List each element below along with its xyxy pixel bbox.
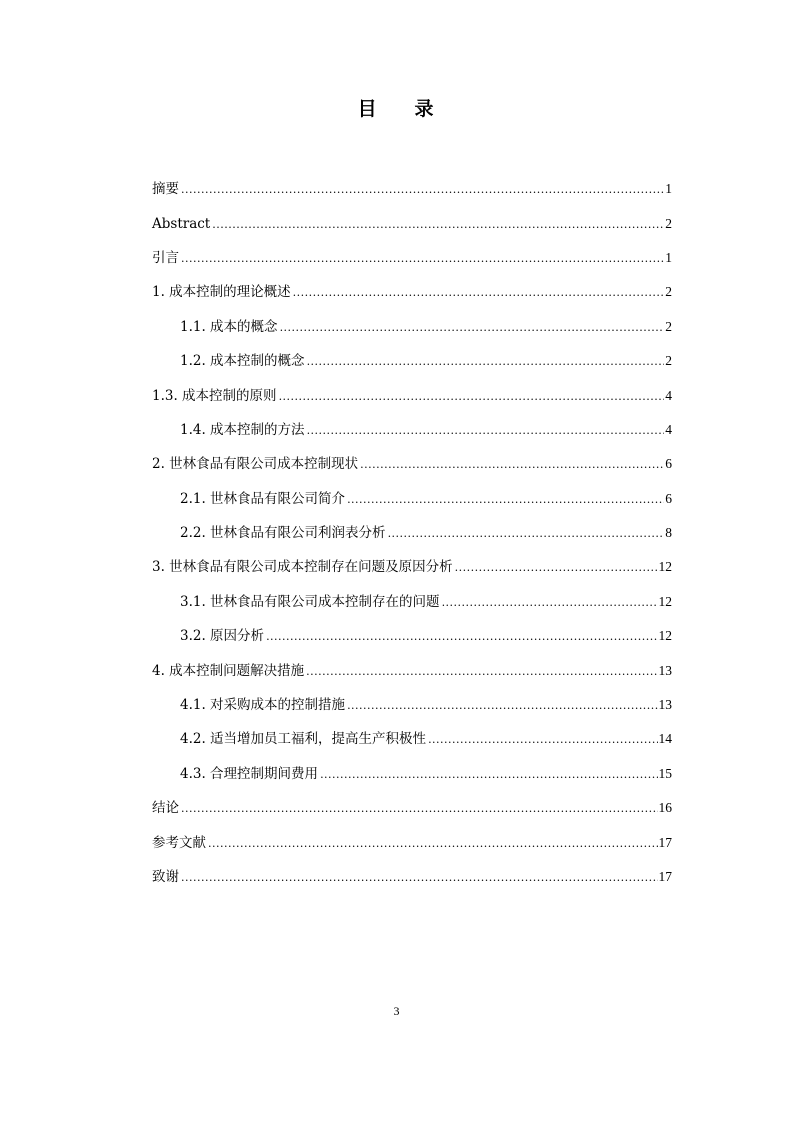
- page-title: [0, 95, 793, 123]
- toc-entry-page: 17: [658, 869, 672, 884]
- toc-entry-label: 1.4. 成本控制的方法: [180, 421, 305, 438]
- toc-entry[interactable]: [152, 688, 672, 722]
- toc-entry[interactable]: [152, 344, 672, 378]
- toc-entry[interactable]: [152, 585, 672, 619]
- toc-entry-label: 3.2. 原因分析: [180, 628, 265, 645]
- toc-entry-label: 3.1. 世林食品有限公司成本控制存在的问题: [180, 593, 440, 610]
- table-of-contents: [152, 172, 672, 894]
- toc-entry-label: 参考文献: [152, 834, 206, 851]
- toc-entry-label: 4.2. 适当增加员工福利，提高生产积极性: [180, 731, 427, 748]
- toc-entry[interactable]: [152, 172, 672, 206]
- toc-entry[interactable]: [152, 722, 672, 756]
- toc-entry-page: 2: [665, 353, 672, 369]
- toc-leader-dots: [307, 420, 665, 440]
- toc-entry[interactable]: [152, 550, 672, 584]
- toc-leader-dots: [360, 454, 664, 474]
- toc-entry[interactable]: [152, 378, 672, 412]
- toc-leader-dots: [388, 523, 665, 543]
- toc-entry-page: 12: [658, 628, 672, 644]
- title-char-2: 录: [414, 98, 436, 120]
- title-char-1: 目: [357, 98, 379, 120]
- toc-entry-page: 12: [658, 593, 672, 609]
- toc-entry[interactable]: [152, 619, 672, 653]
- toc-leader-dots: [181, 179, 664, 199]
- toc-entry-page: 2: [665, 318, 672, 334]
- toc-entry-label: 3. 世林食品有限公司成本控制存在问题及原因分析: [152, 559, 453, 576]
- toc-entry-label: 2. 世林食品有限公司成本控制现状: [152, 456, 359, 473]
- toc-entry-page: 2: [665, 215, 672, 231]
- toc-entry-label: 引言: [152, 249, 179, 266]
- toc-leader-dots: [280, 317, 665, 337]
- footer-page-number: 3: [393, 1004, 400, 1018]
- toc-entry-page: 8: [665, 525, 672, 541]
- toc-entry-label: 4.3. 合理控制期间费用: [180, 765, 319, 782]
- toc-entry-page: 14: [658, 731, 672, 747]
- toc-entry[interactable]: [152, 757, 672, 791]
- toc-entry[interactable]: [152, 860, 672, 894]
- toc-entry[interactable]: [152, 310, 672, 344]
- toc-entry-page: 2: [665, 284, 672, 300]
- toc-entry[interactable]: [152, 516, 672, 550]
- toc-entry-page: 12: [658, 559, 672, 575]
- toc-leader-dots: [307, 351, 665, 371]
- toc-entry[interactable]: [152, 447, 672, 481]
- toc-entry-label: Abstract: [152, 215, 211, 232]
- toc-leader-dots: [279, 386, 665, 406]
- toc-leader-dots: [306, 661, 657, 681]
- toc-entry[interactable]: [152, 825, 672, 859]
- toc-leader-dots: [181, 867, 658, 887]
- toc-entry-page: 15: [658, 765, 672, 781]
- toc-entry-page: 1: [665, 181, 672, 197]
- toc-leader-dots: [293, 282, 665, 302]
- toc-entry-page: 13: [658, 697, 672, 713]
- toc-leader-dots: [181, 798, 658, 818]
- toc-entry[interactable]: [152, 413, 672, 447]
- toc-entry[interactable]: [152, 653, 672, 687]
- toc-entry-page: 4: [665, 421, 672, 437]
- toc-entry-label: 1.2. 成本控制的概念: [180, 353, 305, 370]
- toc-entry-page: 17: [658, 834, 672, 850]
- toc-entry-label: 4.1. 对采购成本的控制措施: [180, 697, 346, 714]
- toc-leader-dots: [266, 626, 657, 646]
- toc-leader-dots: [347, 695, 657, 715]
- toc-leader-dots: [208, 833, 658, 853]
- toc-entry[interactable]: [152, 275, 672, 309]
- toc-entry-page: 6: [665, 456, 672, 472]
- toc-entry-label: 1.1. 成本的概念: [180, 318, 278, 335]
- toc-entry[interactable]: [152, 482, 672, 516]
- toc-entry-page: 4: [665, 387, 672, 403]
- toc-entry-label: 2.2. 世林食品有限公司利润表分析: [180, 525, 386, 542]
- toc-entry[interactable]: [152, 206, 672, 240]
- toc-entry-label: 4. 成本控制问题解决措施: [152, 662, 305, 679]
- toc-leader-dots: [428, 729, 657, 749]
- toc-leader-dots: [320, 764, 657, 784]
- toc-entry-label: 摘要: [152, 181, 179, 198]
- toc-leader-dots: [442, 592, 658, 612]
- toc-leader-dots: [455, 557, 658, 577]
- toc-entry-label: 2.1. 世林食品有限公司简介: [180, 490, 346, 507]
- toc-entry-label: 致谢: [152, 869, 179, 885]
- toc-entry-label: 结论: [152, 800, 179, 817]
- toc-entry[interactable]: [152, 791, 672, 825]
- toc-entry-label: 1.3. 成本控制的原则: [152, 387, 277, 404]
- toc-leader-dots: [347, 489, 664, 509]
- toc-entry-page: 6: [665, 490, 672, 506]
- toc-entry-page: 1: [665, 249, 672, 265]
- toc-entry-page: 13: [658, 662, 672, 678]
- toc-entry-page: 16: [658, 800, 672, 816]
- toc-leader-dots: [212, 214, 664, 234]
- toc-leader-dots: [181, 248, 664, 268]
- toc-entry-label: 1. 成本控制的理论概述: [152, 284, 291, 301]
- toc-entry[interactable]: [152, 241, 672, 275]
